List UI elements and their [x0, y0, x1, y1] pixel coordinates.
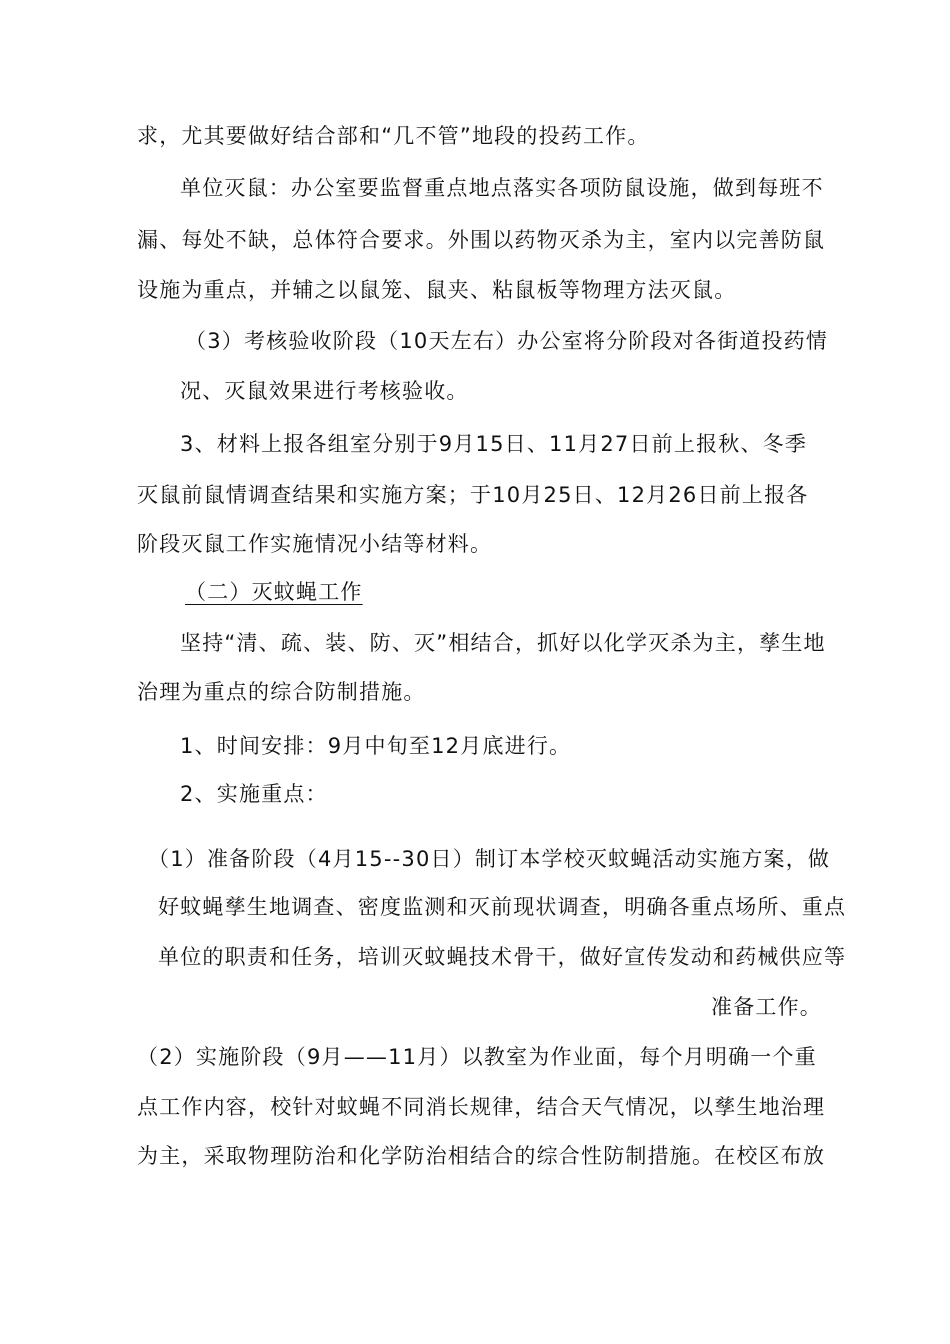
paragraph-line: 单位灭鼠：办公室要监督重点地点落实各项防鼠设施，做到每班不 [180, 176, 824, 200]
paragraph-line: 点工作内容，校针对蚊蝇不同消长规律，结合天气情况，以孳生地治理 [137, 1095, 826, 1119]
section-heading: （二）灭蚊蝇工作 [185, 580, 363, 604]
paragraph-line: 况、灭鼠效果进行考核验收。 [180, 379, 469, 403]
paragraph-line: 好蚊蝇孳生地调查、密度监测和灭前现状调查，明确各重点场所、重点 [158, 895, 847, 919]
paragraph-line: 1、时间安排：9月中旬至12月底进行。 [180, 734, 572, 758]
paragraph-line: 为主，采取物理防治和化学防治相结合的综合性防制措施。在校区布放 [137, 1144, 826, 1168]
paragraph-line: （3）考核验收阶段（10天左右）办公室将分阶段对各街道投药情 [185, 329, 829, 353]
paragraph-line: （1）准备阶段（4月15--30日）制订本学校灭蚊蝇活动实施方案，做 [148, 847, 831, 871]
paragraph-line: 坚持“清、疏、装、防、灭”相结合，抓好以化学灭杀为主，孳生地 [180, 631, 826, 655]
paragraph-line: 准备工作。 [711, 995, 822, 1019]
paragraph-line: 灭鼠前鼠情调查结果和实施方案；于10月25日、12月26日前上报各 [137, 483, 809, 507]
paragraph-line: （2）实施阶段（9月——11月）以教室为作业面，每个月明确一个重 [137, 1045, 817, 1069]
paragraph-line: 3、材料上报各组室分别于9月15日、11月27日前上报秋、冬季 [180, 432, 808, 456]
paragraph-line: 漏、每处不缺，总体符合要求。外围以药物灭杀为主，室内以完善防鼠 [137, 228, 826, 252]
paragraph-line: 求，尤其要做好结合部和“几不管”地段的投药工作。 [137, 124, 650, 148]
paragraph-line: 设施为重点，并辅之以鼠笼、鼠夹、粘鼠板等物理方法灭鼠。 [137, 278, 737, 302]
paragraph-line: 单位的职责和任务，培训灭蚊蝇技术骨干，做好宣传发动和药械供应等 [158, 945, 847, 969]
paragraph-line: 治理为重点的综合防制措施。 [137, 680, 426, 704]
paragraph-line: 阶段灭鼠工作实施情况小结等材料。 [137, 532, 493, 556]
paragraph-line: 2、实施重点： [180, 782, 328, 806]
